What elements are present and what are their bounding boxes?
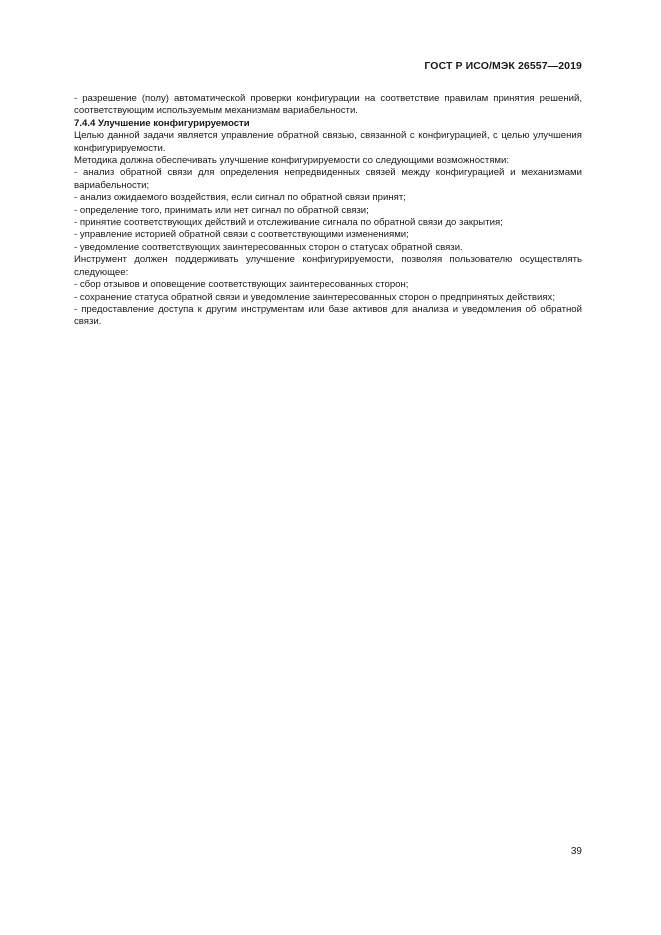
paragraph-text: - уведомление соответствующих заинтересованных сторон о статусах обратной связи. bbox=[74, 241, 463, 253]
list-item bbox=[74, 192, 582, 204]
paragraph bbox=[74, 254, 582, 279]
paragraph-text: Инструмент должен поддерживать улучшение конфигурируемости, позволяя пользователю осуществлять следующее: bbox=[74, 254, 582, 278]
list-item bbox=[74, 304, 582, 329]
list-item bbox=[74, 167, 582, 192]
paragraph-text: - сохранение статуса обратной связи и уведомление заинтересованных сторон о предпринятых действиях; bbox=[74, 291, 555, 303]
list-item bbox=[74, 205, 582, 217]
paragraph-text: 7.4.4 Улучшение конфигурируемости bbox=[74, 117, 250, 129]
page-header-standard-code: ГОСТ Р ИСО/МЭК 26557—2019 bbox=[424, 60, 582, 72]
paragraph-text: - управление историей обратной связи с соответствующими изменениями; bbox=[74, 229, 409, 241]
paragraph-text: - определение того, принимать или нет сигнал по обратной связи; bbox=[74, 204, 369, 216]
list-item bbox=[74, 229, 582, 241]
paragraph-text: Методика должна обеспечивать улучшение конфигурируемости со следующими возможностями: bbox=[74, 155, 510, 167]
paragraph-text: - анализ обратной связи для определения непредвиденных связей между конфигурацией и механизмами вариабельности; bbox=[74, 167, 582, 191]
list-item bbox=[74, 279, 582, 291]
list-item bbox=[74, 292, 582, 304]
paragraph bbox=[74, 130, 582, 155]
paragraph-text: Целью данной задачи является управление обратной связью, связанной с конфигурацией, с целью улучшения конфигурируемости. bbox=[74, 130, 582, 154]
paragraph-text: - предоставление доступа к другим инструментам или базе активов для анализа и уведомления об обратной связи. bbox=[74, 303, 582, 328]
paragraph bbox=[74, 155, 582, 167]
document-body bbox=[74, 93, 582, 329]
list-item bbox=[74, 242, 582, 254]
list-item bbox=[74, 93, 582, 118]
section-heading bbox=[74, 118, 582, 130]
page-number: 39 bbox=[570, 846, 582, 857]
paragraph-text: - сбор отзывов и оповещение соответствующих заинтересованных сторон; bbox=[74, 279, 409, 291]
paragraph-text: - принятие соответствующих действий и отслеживание сигнала по обратной связи до закрытия; bbox=[74, 217, 503, 229]
paragraph-text: - разрешение (полу) автоматической проверки конфигурации на соответствие правилам принятия решений, соответствующим используемым механизмам вариабельности. bbox=[74, 93, 582, 117]
list-item bbox=[74, 217, 582, 229]
paragraph-text: - анализ ожидаемого воздействия, если сигнал по обратной связи принят; bbox=[74, 192, 406, 204]
